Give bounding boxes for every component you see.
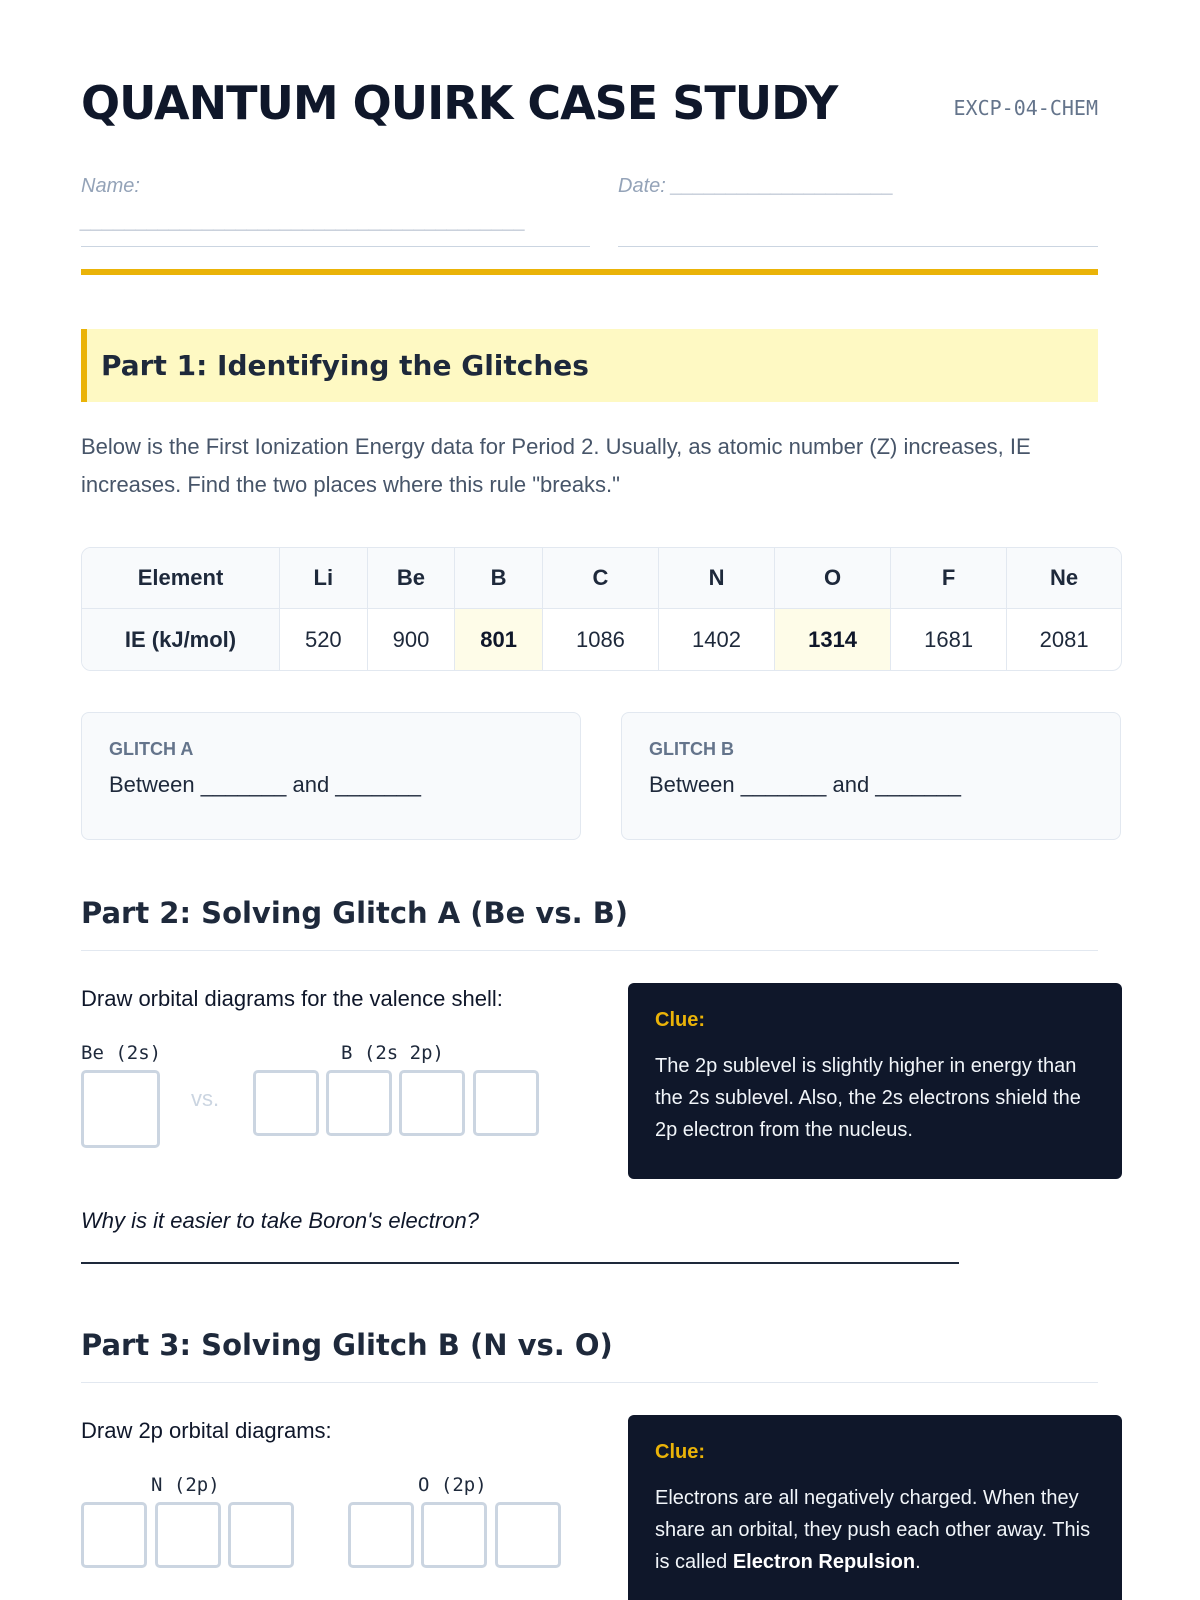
part3-clue-term: Electron Repulsion xyxy=(732,1551,916,1573)
be-orbital-label: Be (2s) xyxy=(81,1042,162,1064)
part1-intro: Below is the First Ionization Energy data for Period 2. Usually, as atomic number (Z) increases, IE increases. Find the two places where this rule "breaks." xyxy=(81,434,1031,497)
glitch-b-answer[interactable]: Between _______ and _______ xyxy=(649,772,961,797)
ie-cell: 1086 xyxy=(543,609,659,670)
ie-cell: 1402 xyxy=(659,609,775,670)
row-header-ie: IE (kJ/mol) xyxy=(82,609,280,670)
part3-clue-box xyxy=(628,1415,1122,1600)
o-orbital-label: O (2p) xyxy=(418,1474,487,1496)
element-cell: B xyxy=(455,548,543,609)
ie-cell-highlighted: 1314 xyxy=(775,609,891,670)
part2-answer-line[interactable] xyxy=(81,1262,959,1264)
row-header-element: Element xyxy=(82,548,280,609)
element-cell: F xyxy=(891,548,1007,609)
header xyxy=(81,76,1098,130)
be-2s-orbital-box[interactable] xyxy=(81,1070,160,1148)
part2-clue-text: The 2p sublevel is slightly higher in energy than the 2s sublevel. Also, the 2s electrons shield the 2p electron from the nucleus. xyxy=(655,1055,1081,1141)
part3-header xyxy=(81,1328,1098,1383)
o-2p-orbital-box[interactable] xyxy=(495,1502,561,1568)
part2-clue-box xyxy=(628,983,1122,1179)
date-blank: ____________________ xyxy=(671,175,894,197)
part2-clue-label: Clue: xyxy=(655,1009,705,1031)
name-blank: ________________________________________ xyxy=(81,211,526,233)
part3-instruction: Draw 2p orbital diagrams: xyxy=(81,1418,332,1443)
ie-cell: 1681 xyxy=(891,609,1007,670)
vs-text: vs. xyxy=(191,1086,220,1111)
element-cell: Ne xyxy=(1007,548,1121,609)
ie-cell: 2081 xyxy=(1039,626,1089,652)
part3-clue-text-pre: Electrons are all negatively charged. When they share an orbital, they push each other away. This is called xyxy=(655,1487,1091,1573)
b-orbital-label: B (2s 2p) xyxy=(341,1042,444,1064)
glitch-a-label: GLITCH A xyxy=(109,739,194,759)
glitch-b-card xyxy=(621,712,1121,840)
o-2p-orbital-box[interactable] xyxy=(348,1502,414,1568)
b-2s-orbital-box[interactable] xyxy=(253,1070,319,1136)
b-2p-orbital-box[interactable] xyxy=(326,1070,392,1136)
table-row xyxy=(82,548,1121,609)
page-title: QUANTUM QUIRK CASE STUDY xyxy=(81,76,838,130)
part2-header xyxy=(81,896,1098,951)
part1-banner xyxy=(81,329,1098,402)
ie-cell-highlighted: 801 xyxy=(455,609,543,670)
element-cell: N xyxy=(659,548,775,609)
document-code: EXCP-04-CHEM xyxy=(953,96,1098,120)
date-field[interactable] xyxy=(618,168,1098,247)
part1-heading: Part 1: Identifying the Glitches xyxy=(101,349,589,382)
table-row xyxy=(82,609,1121,670)
o-2p-orbital-box[interactable] xyxy=(421,1502,487,1568)
glitch-a-answer[interactable]: Between _______ and _______ xyxy=(109,772,421,797)
student-fields xyxy=(81,168,1098,247)
part3-clue-label: Clue: xyxy=(655,1441,705,1463)
ionization-energy-table xyxy=(81,547,1122,671)
date-label: Date: xyxy=(618,175,666,197)
glitch-a-card xyxy=(81,712,581,840)
element-cell: O xyxy=(775,548,891,609)
n-2p-orbital-box[interactable] xyxy=(228,1502,294,1568)
part2-question: Why is it easier to take Boron's electron? xyxy=(81,1208,479,1233)
part2-heading: Part 2: Solving Glitch A (Be vs. B) xyxy=(81,896,629,930)
element-cell: C xyxy=(543,548,659,609)
part3-clue-text xyxy=(655,1482,1095,1578)
part3-clue-text-post: . xyxy=(915,1551,921,1573)
ie-cell: 900 xyxy=(368,609,456,670)
b-2p-orbital-box[interactable] xyxy=(473,1070,539,1136)
n-2p-orbital-box[interactable] xyxy=(81,1502,147,1568)
n-orbital-label: N (2p) xyxy=(151,1474,220,1496)
element-cell: Li xyxy=(280,548,368,609)
header-divider xyxy=(81,269,1098,275)
part2-instruction: Draw orbital diagrams for the valence shell: xyxy=(81,986,503,1011)
glitch-b-label: GLITCH B xyxy=(649,739,734,759)
part3-heading: Part 3: Solving Glitch B (N vs. O) xyxy=(81,1328,613,1362)
name-label: Name: xyxy=(81,175,140,197)
ie-cell: 520 xyxy=(280,609,368,670)
n-2p-orbital-box[interactable] xyxy=(155,1502,221,1568)
name-field[interactable] xyxy=(81,168,590,247)
b-2p-orbital-box[interactable] xyxy=(399,1070,465,1136)
element-cell: Be xyxy=(368,548,456,609)
